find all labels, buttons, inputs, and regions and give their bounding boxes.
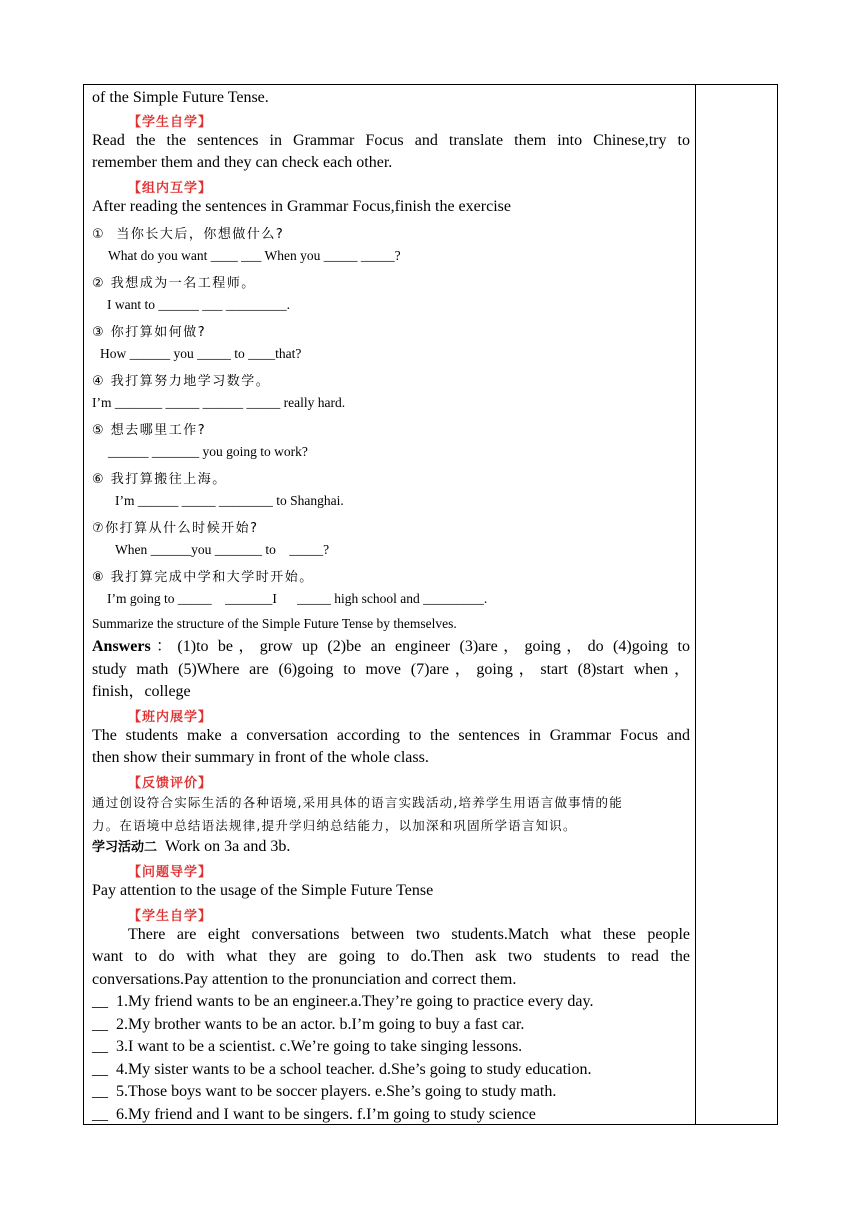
paragraph-line: conversations.Pay attention to the pronunciation and correct them. (92, 971, 517, 988)
exercise-chinese: ③ 你打算如何做? (92, 325, 207, 340)
match-item: __ 6.My friend and I want to be singers. f.I’m going to study science (92, 1106, 536, 1123)
exercise-english: I’m ______ _____ ________ to Shanghai. (115, 493, 344, 508)
paragraph-line: There are eight conversations between two students.Match what these people (128, 926, 690, 943)
match-item: __ 5.Those boys want to be soccer players. e.She’s going to study math. (92, 1083, 557, 1100)
answers-line: finish，college (92, 683, 191, 700)
paragraph-line: After reading the sentences in Grammar Focus,finish the exercise (92, 198, 511, 215)
exercise-english: I want to ______ ___ _________. (107, 297, 290, 312)
answers-line: study math (5)Where are (6)going to move (7)are，going，start (8)start when， (92, 661, 690, 678)
heading-self-study: 【学生自学】 (128, 909, 213, 924)
exercise-chinese: ① 当你长大后，你想做什么? (92, 227, 285, 242)
heading-group-study: 【组内互学】 (128, 181, 213, 196)
feedback-line: 通过创设符合实际生活的各种语境,采用具体的语言实践活动,培养学生用语言做事情的能 (92, 795, 623, 810)
exercise-english: How ______ you _____ to ____that? (100, 346, 302, 361)
match-item: __ 4.My sister wants to be a school teacher. d.She’s going to study education. (92, 1061, 592, 1078)
match-item: __ 3.I want to be a scientist. c.We’re going to take singing lessons. (92, 1038, 523, 1055)
exercise-chinese: ⑤ 想去哪里工作? (92, 423, 207, 438)
answers-line: Answers：(1)to be，grow up (2)be an engineer (3)are，going，do (4)going to (92, 638, 690, 655)
match-item: __ 2.My brother wants to be an actor. b.I’m going to buy a fast car. (92, 1016, 525, 1033)
exercise-english: I’m going to _____ _______I _____ high school and _________. (107, 591, 488, 606)
heading-feedback: 【反馈评价】 (128, 776, 213, 791)
summary-line: Summarize the structure of the Simple Future Tense by themselves. (92, 616, 457, 631)
intro-line: of the Simple Future Tense. (92, 89, 269, 106)
exercise-chinese: ⑧ 我打算完成中学和大学时开始。 (92, 570, 314, 585)
paragraph-line: then show their summary in front of the whole class. (92, 749, 429, 766)
paragraph-line: remember them and they can check each other. (92, 154, 393, 171)
heading-self-study: 【学生自学】 (128, 115, 213, 130)
match-item: __ 1.My friend wants to be an engineer.a.They’re going to practice every day. (92, 993, 594, 1010)
exercise-chinese: ② 我想成为一名工程师。 (92, 276, 256, 291)
lesson-table (83, 84, 778, 1125)
exercise-english: ______ _______ you going to work? (108, 444, 308, 459)
paragraph-line: Read the the sentences in Grammar Focus and translate them into Chinese,try to (92, 132, 690, 149)
activity-two-line: 学习活动二 Work on 3a and 3b. (92, 838, 291, 855)
exercise-english: I’m _______ _____ ______ _____ really hard. (92, 395, 346, 410)
heading-class-show: 【班内展学】 (128, 710, 213, 725)
exercise-chinese: ⑥ 我打算搬往上海。 (92, 472, 227, 487)
exercise-english: When ______you _______ to _____? (115, 542, 330, 557)
exercise-english: What do you want ____ ___ When you _____ _____? (108, 248, 401, 263)
feedback-line: 力。在语境中总结语法规律,提升学归纳总结能力，以加深和巩固所学语言知识。 (92, 818, 577, 833)
column-divider (695, 85, 696, 1124)
paragraph-line: want to do with what they are going to do.Then ask two students to read the (92, 948, 690, 965)
exercise-chinese: ⑦你打算从什么时候开始? (92, 521, 259, 536)
activity-two-label: 学习活动二 (92, 840, 158, 855)
paragraph-line: The students make a conversation according to the sentences in Grammar Focus and (92, 727, 690, 744)
paragraph-line: Pay attention to the usage of the Simple Future Tense (92, 882, 434, 899)
exercise-chinese: ④ 我打算努力地学习数学。 (92, 374, 271, 389)
answers-label: Answers (92, 638, 151, 655)
heading-question-guide: 【问题导学】 (128, 865, 213, 880)
